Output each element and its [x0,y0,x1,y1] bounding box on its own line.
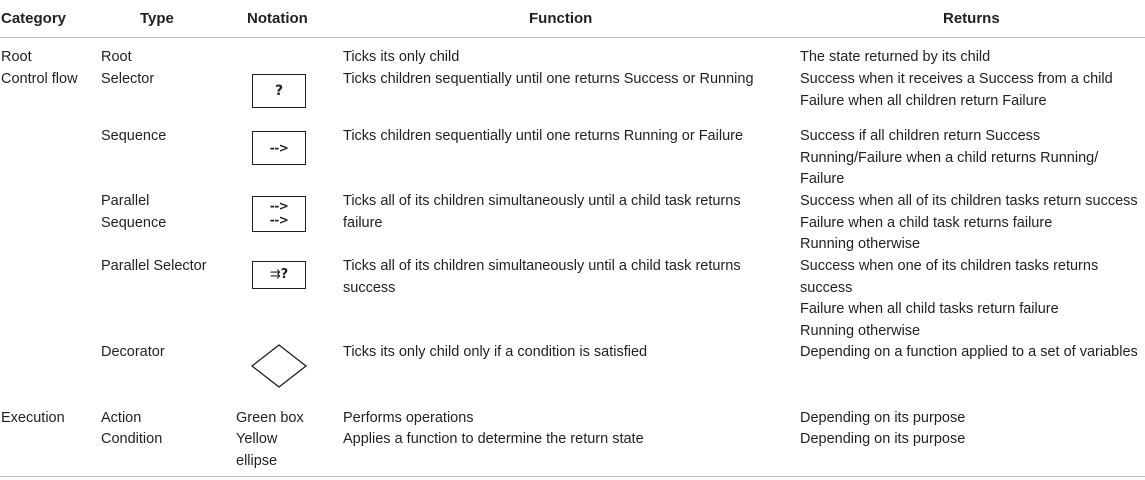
row-root-returns: The state returned by its child [800,49,991,65]
row-decorator-type: Decorator [101,344,165,360]
parallel-sequence-arrow-1: --> [269,199,289,213]
parallel-arrows-icon: ⇉ [269,267,281,282]
row-sequence-type: Sequence [101,128,167,144]
row-selector-type: Selector [101,71,155,87]
header-returns: Returns [943,10,1000,27]
sequence-notation-icon: --> [252,131,306,165]
row-parallel-selector-type: Parallel Selector [101,258,207,274]
parallel-sequence-notation-icon [252,196,306,232]
row-condition-type: Condition [101,431,163,447]
row-parallel-sequence-type: Parallel Sequence [101,193,167,231]
parallel-selector-notation-icon [252,261,306,289]
row-execution-category: Execution [1,410,65,426]
row-condition-returns: Depending on its purpose [800,431,966,447]
question-mark-icon: ? [280,267,289,282]
row-decorator-returns: Depending on a function applied to a set of variables [800,344,1138,360]
row-condition-notation: Yellow ellipse [236,431,278,469]
bottom-rule [0,476,1145,477]
row-selector-returns: Success when it receives a Success from a child Failure when all children return Failure [800,71,1113,109]
row-sequence-returns: Success if all children return Success Running/Failure when a child returns Running/ Failure [800,128,1099,187]
selector-notation-icon: ? [252,74,306,108]
header-function: Function [529,10,593,27]
row-selector-function: Ticks children sequentially until one returns Success or Running [343,71,754,87]
header-rule [0,37,1145,38]
row-condition-function: Applies a function to determine the return state [343,431,644,447]
header-notation: Notation [247,10,308,27]
row-action-notation: Green box [236,410,304,426]
row-control-flow-category: Control flow [1,71,78,87]
row-root-function: Ticks its only child [343,49,460,65]
header-type: Type [140,10,174,27]
row-root-type: Root [101,49,132,65]
row-decorator-function: Ticks its only child only if a condition is satisfied [343,344,648,360]
row-parallel-selector-function: Ticks all of its children simultaneously until a child task returns success [343,258,741,296]
decorator-diamond-icon [250,344,308,388]
row-action-function: Performs operations [343,410,474,426]
row-action-returns: Depending on its purpose [800,410,966,426]
row-parallel-selector-returns: Success when one of its children tasks returns success Failure when all child tasks return failure Running otherwise [800,258,1099,339]
row-root-category: Root [1,49,32,65]
parallel-sequence-arrow-2: --> [269,213,289,227]
row-sequence-function: Ticks children sequentially until one returns Running or Failure [343,128,744,144]
row-parallel-sequence-function: Ticks all of its children simultaneously until a child task returns failure [343,193,741,231]
header-category: Category [1,10,67,27]
row-parallel-sequence-returns: Success when all of its children tasks return success Failure when a child task returns failure Running otherwise [800,193,1138,252]
row-action-type: Action [101,410,142,426]
